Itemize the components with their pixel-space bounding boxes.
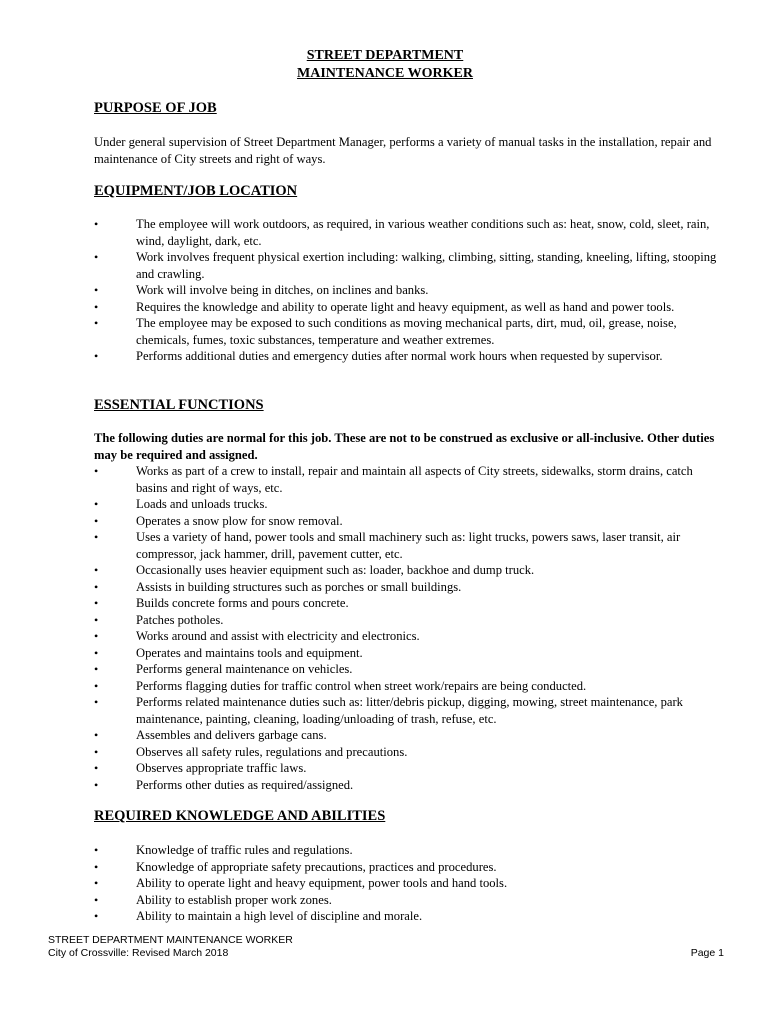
list-item: • Ability to establish proper work zones.	[94, 892, 332, 907]
list-item: • Ability to operate light and heavy equipment, power tools and hand tools.	[94, 876, 508, 890]
page-number: Page 1	[690, 947, 724, 959]
list-item: • Knowledge of traffic rules and regulations.	[94, 843, 353, 857]
list-item: • Uses a variety of hand, power tools and small machinery such as: light trucks, powers saws, laser transit, air compressor, jack hammer, drill, pavement cutter, etc.	[94, 530, 681, 561]
list-item: • The employee will work outdoors, as required, in various weather conditions such as: heat, snow, cold, sleet, rain, wind, daylight, dark, etc.	[94, 217, 710, 248]
bullet-icon: •	[94, 777, 99, 792]
equipment-heading: EQUIPMENT/JOB LOCATION	[94, 183, 298, 199]
bullet-icon: •	[94, 843, 99, 857]
bullet-icon: •	[94, 744, 99, 759]
bullet-icon: •	[94, 695, 99, 709]
list-item: • Assists in building structures such as porches or small buildings.	[94, 579, 462, 594]
bullet-icon: •	[94, 464, 99, 478]
bullet-icon: •	[94, 645, 99, 660]
document-title-line1: STREET DEPARTMENT	[306, 48, 464, 63]
bullet-icon: •	[94, 563, 99, 577]
list-item: • Works as part of a crew to install, repair and maintain all aspects of City streets, sidewalks, storm drains, catch basins and right of ways, etc.	[94, 464, 693, 495]
bullet-icon: •	[94, 761, 99, 775]
list-item: • Performs flagging duties for traffic control when street work/repairs are being conducted.	[94, 678, 587, 693]
list-item: • Operates and maintains tools and equipment.	[94, 645, 363, 660]
list-item: • Patches potholes.	[94, 612, 224, 627]
list-item: • Performs related maintenance duties such as: litter/debris pickup, digging, mowing, street maintenance, park maintenance, painting, cleaning, loading/unloading of trash, refuse, etc.	[94, 695, 683, 726]
bullet-icon: •	[94, 579, 99, 594]
list-item: • Performs other duties as required/assigned.	[94, 777, 354, 792]
bullet-icon: •	[94, 892, 99, 907]
bullet-icon: •	[94, 217, 99, 231]
bullet-icon: •	[94, 349, 99, 363]
list-item: • Requires the knowledge and ability to operate light and heavy equipment, as well as hand and power tools.	[94, 299, 675, 314]
footer-title: STREET DEPARTMENT MAINTENANCE WORKER	[48, 934, 293, 946]
list-item: • Knowledge of appropriate safety precautions, practices and procedures.	[94, 859, 497, 874]
knowledge-heading: REQUIRED KNOWLEDGE AND ABILITIES	[94, 808, 386, 824]
bullet-icon: •	[94, 513, 99, 528]
bullet-icon: •	[94, 629, 99, 643]
list-item: • Loads and unloads trucks.	[94, 497, 268, 511]
knowledge-list	[94, 842, 726, 925]
equipment-list	[94, 216, 726, 365]
bullet-icon: •	[94, 316, 99, 330]
bullet-icon: •	[94, 250, 99, 264]
essential-list	[94, 463, 726, 793]
document-title-line2: MAINTENANCE WORKER	[297, 66, 473, 81]
list-item: • Occasionally uses heavier equipment such as: loader, backhoe and dump truck.	[94, 563, 535, 577]
list-item: • Operates a snow plow for snow removal.	[94, 513, 343, 528]
list-item: • Work will involve being in ditches, on inclines and banks.	[94, 283, 429, 297]
list-item: • The employee may be exposed to such conditions as moving mechanical parts, dirt, mud, oil, grease, noise, chemicals, fumes, toxic substances, temperature and weather extremes.	[94, 316, 677, 347]
essential-intro: The following duties are normal for this job. These are not to be construed as exclusive or all-inclusive. Other duties may be required and assigned.	[94, 431, 715, 462]
bullet-icon: •	[94, 596, 99, 610]
bullet-icon: •	[94, 859, 99, 874]
bullet-icon: •	[94, 728, 99, 742]
list-item: • Assembles and delivers garbage cans.	[94, 728, 327, 742]
list-item: • Works around and assist with electricity and electronics.	[94, 629, 420, 643]
bullet-icon: •	[94, 283, 99, 297]
list-item: • Performs additional duties and emergency duties after normal work hours when requested by supervisor.	[94, 349, 663, 363]
bullet-icon: •	[94, 909, 99, 923]
essential-heading: ESSENTIAL FUNCTIONS	[94, 397, 264, 413]
list-item: • Performs general maintenance on vehicles.	[94, 662, 353, 676]
list-item: • Work involves frequent physical exertion including: walking, climbing, sitting, standing, kneeling, lifting, stooping and crawling.	[94, 250, 717, 281]
bullet-icon: •	[94, 299, 99, 314]
purpose-text: Under general supervision of Street Department Manager, performs a variety of manual tasks in the installation, repair and maintenance of City streets and right of ways.	[94, 135, 712, 166]
bullet-icon: •	[94, 662, 99, 676]
list-item: • Ability to maintain a high level of discipline and morale.	[94, 909, 423, 923]
purpose-heading: PURPOSE OF JOB	[94, 100, 217, 116]
list-item: • Observes appropriate traffic laws.	[94, 761, 307, 775]
bullet-icon: •	[94, 876, 99, 890]
footer-revision: City of Crossville: Revised March 2018	[48, 947, 229, 959]
bullet-icon: •	[94, 497, 99, 511]
bullet-icon: •	[94, 530, 99, 544]
list-item: • Observes all safety rules, regulations and precautions.	[94, 744, 408, 759]
list-item: • Builds concrete forms and pours concrete.	[94, 596, 349, 610]
bullet-icon: •	[94, 678, 99, 693]
bullet-icon: •	[94, 612, 99, 627]
